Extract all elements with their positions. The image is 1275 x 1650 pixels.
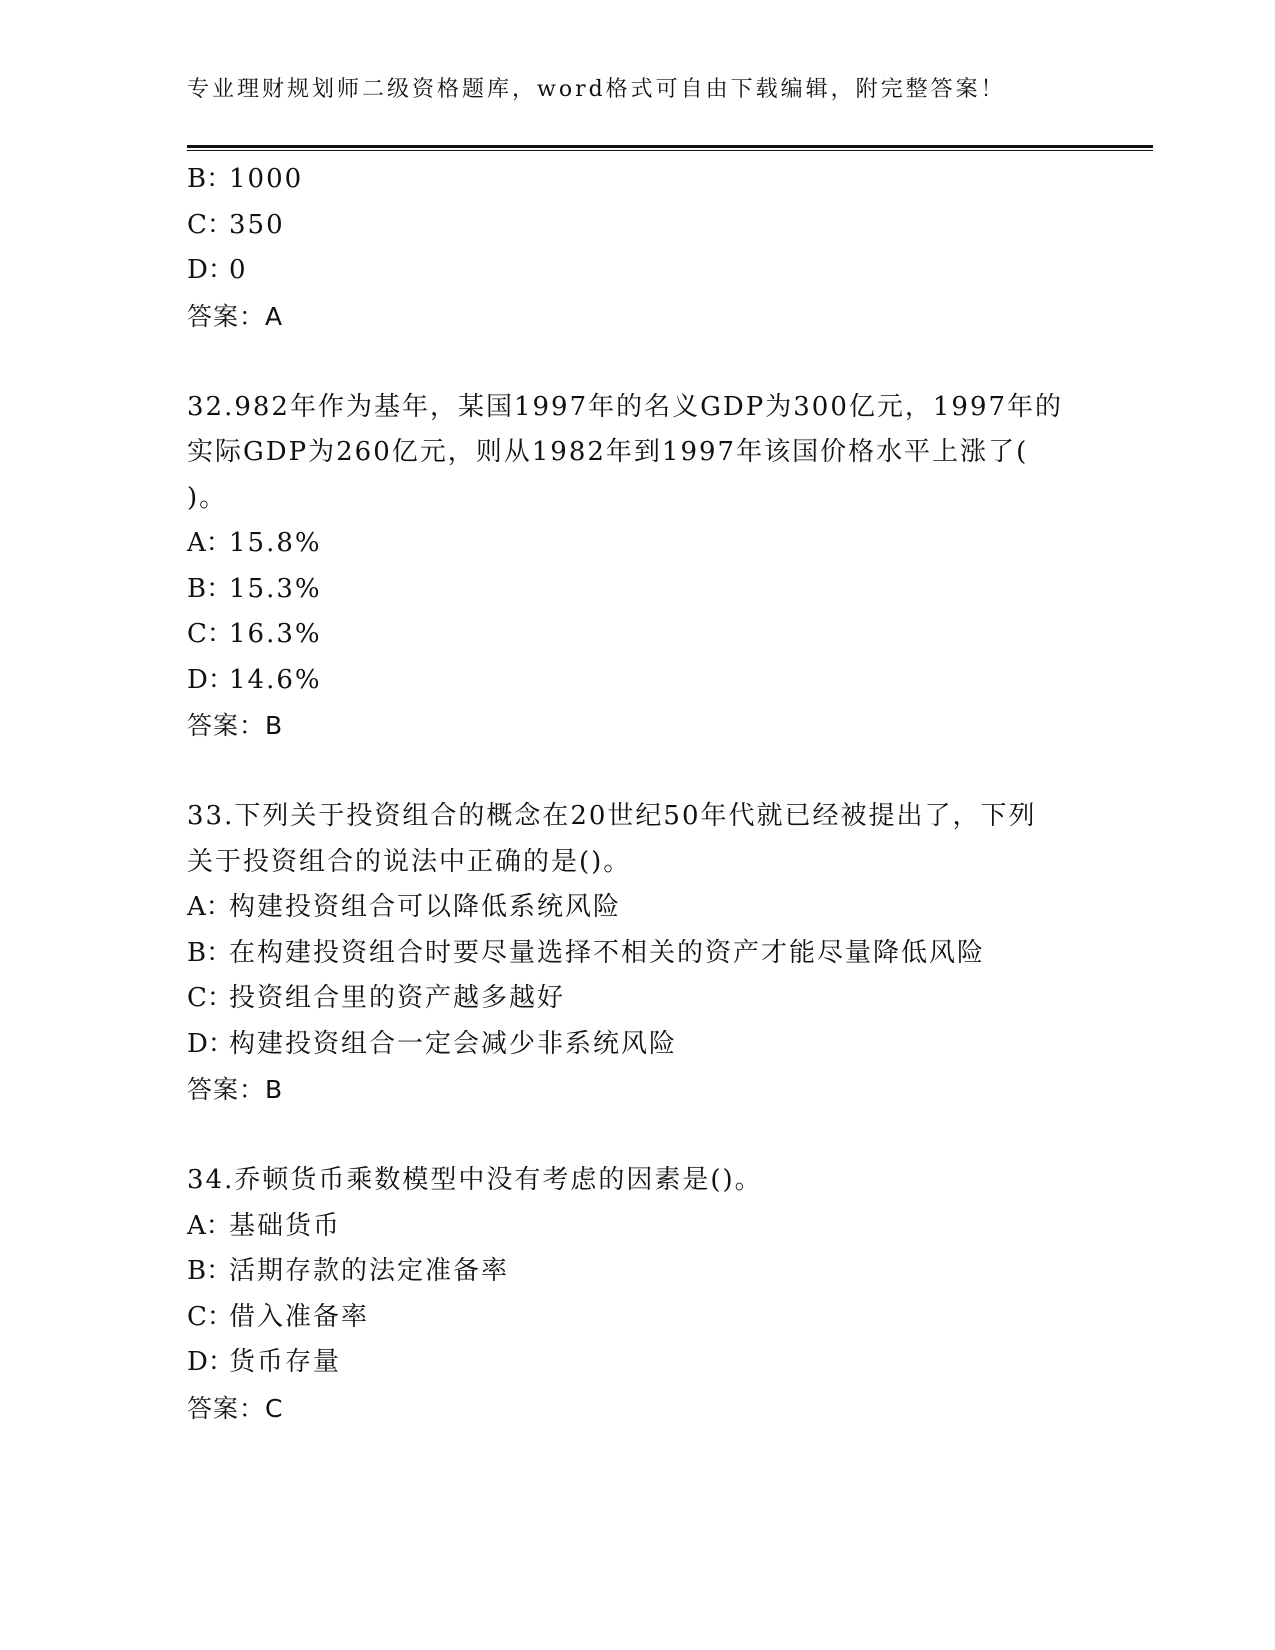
option-text: 构建投资组合可以降低系统风险 xyxy=(229,892,622,922)
header-divider xyxy=(187,145,1153,151)
option-c xyxy=(187,1295,1153,1341)
option-letter: C： xyxy=(187,1301,233,1332)
option-text: 构建投资组合一定会减少非系统风险 xyxy=(229,1028,678,1059)
option-text: 投资组合里的资产越多越好 xyxy=(229,983,566,1013)
question-stem-line: 33.下列关于投资组合的概念在20世纪50年代就已经被提出了，下列 xyxy=(187,801,1037,831)
option-letter: D： xyxy=(187,664,234,695)
option-text: 350 xyxy=(229,209,285,240)
question-32 xyxy=(187,385,1153,749)
question-33 xyxy=(187,794,1153,1113)
option-a xyxy=(187,885,1153,931)
option-d xyxy=(187,1340,1153,1386)
spacer xyxy=(187,1113,1153,1159)
option-letter: A： xyxy=(187,892,232,922)
option-letter: C： xyxy=(187,209,233,240)
option-text: 0 xyxy=(229,255,248,285)
option-text: 14.6% xyxy=(229,664,322,695)
option-letter: B： xyxy=(187,937,233,968)
option-text: 基础货币 xyxy=(229,1210,342,1241)
page-header: 专业理财规划师二级资格题库，word格式可自由下载编辑，附完整答案！ xyxy=(187,77,1006,102)
question-content xyxy=(187,157,1153,1431)
option-letter: D： xyxy=(187,255,234,285)
option-d xyxy=(187,1022,1153,1068)
question-34 xyxy=(187,1158,1153,1431)
answer-line: 答案：C xyxy=(187,1393,284,1423)
option-letter: A： xyxy=(187,1210,232,1241)
option-b xyxy=(187,1249,1153,1295)
answer-line: 答案：B xyxy=(187,1075,284,1104)
question-stem-line: 34.乔顿货币乘数模型中没有考虑的因素是()。 xyxy=(187,1165,763,1195)
option-text: 在构建投资组合时要尽量选择不相关的资产才能尽量降低风险 xyxy=(229,937,986,968)
option-b xyxy=(187,157,1153,203)
option-text: 活期存款的法定准备率 xyxy=(229,1256,510,1286)
option-letter: C： xyxy=(187,983,233,1013)
option-a xyxy=(187,1204,1153,1250)
question-stem-line: 32.982年作为基年，某国1997年的名义GDP为300亿元，1997年的 xyxy=(187,391,1064,422)
option-text: 16.3% xyxy=(229,619,322,649)
option-b xyxy=(187,931,1153,977)
option-text: 1000 xyxy=(229,164,304,194)
option-text: 15.8% xyxy=(229,528,322,558)
option-letter: B： xyxy=(187,573,233,604)
spacer xyxy=(187,749,1153,795)
option-letter: C： xyxy=(187,619,233,649)
answer-line: 答案：B xyxy=(187,711,284,740)
question-stem-line: )。 xyxy=(187,482,228,513)
option-letter: D： xyxy=(187,1347,234,1377)
option-c xyxy=(187,203,1153,249)
option-letter: B： xyxy=(187,1256,233,1286)
option-c xyxy=(187,612,1153,658)
question-stem-line: 关于投资组合的说法中正确的是()。 xyxy=(187,846,632,877)
option-d xyxy=(187,658,1153,704)
option-c xyxy=(187,976,1153,1022)
question-stem-line: 实际GDP为260亿元，则从1982年到1997年该国价格水平上涨了( xyxy=(187,437,1029,467)
spacer xyxy=(187,339,1153,385)
option-b xyxy=(187,567,1153,613)
option-text: 15.3% xyxy=(229,573,322,604)
option-text: 借入准备率 xyxy=(229,1301,370,1332)
option-letter: B： xyxy=(187,164,233,194)
option-letter: A： xyxy=(187,528,232,558)
option-letter: D： xyxy=(187,1028,234,1059)
answer-line: 答案：A xyxy=(187,301,284,331)
option-d xyxy=(187,248,1153,294)
option-a xyxy=(187,521,1153,567)
option-text: 货币存量 xyxy=(229,1347,342,1377)
partial-question xyxy=(187,157,1153,339)
